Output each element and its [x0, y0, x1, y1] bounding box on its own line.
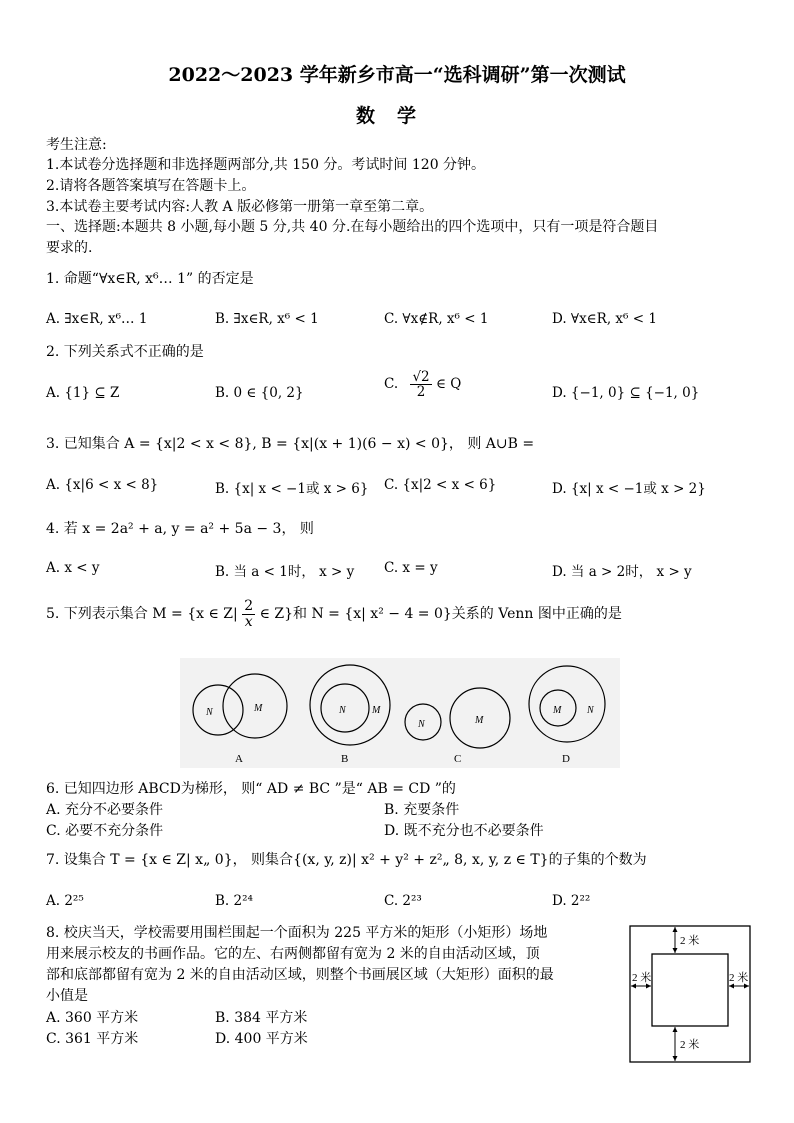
q2-option-c-denominator: 2 — [416, 384, 426, 401]
exam-title: 2022～2023 学年新乡市高一“选科调研”第一次测试 — [168, 64, 626, 86]
q3-option-d: D. {x| x < −1或 x > 2} — [552, 481, 706, 497]
q2-option-c-label: C. — [384, 376, 399, 393]
notice-heading: 考生注意: — [46, 137, 107, 153]
q8-left-label: 2 米 — [632, 972, 652, 984]
notice-item-3: 3.本试卷主要考试内容:人教 A 版必修第一册第一章至第二章。 — [46, 199, 434, 215]
venn-b-label-n: N — [339, 705, 346, 716]
notice-item-1: 1.本试卷分选择题和非选择题两部分,共 150 分。考试时间 120 分钟。 — [46, 157, 486, 173]
q8-rectangle-figure — [628, 924, 752, 1064]
section-instructions-line1: 一、选择题:本题共 8 小题,每小题 5 分,共 40 分.在每小题给出的四个选项中，只有一项是符合题目 — [46, 219, 659, 235]
venn-d-label-n: N — [587, 705, 594, 716]
q5-stem-fraction — [242, 599, 255, 629]
q2-option-d: D. {−1, 0} ⊆ {−1, 0} — [552, 385, 700, 401]
q8-option-a: A. 360 平方米 — [46, 1010, 139, 1026]
q6-option-c: C. 必要不充分条件 — [46, 823, 164, 839]
q2-option-c-tail: ∈ Q — [435, 376, 462, 393]
q1-option-c: C. ∀x∉R, x⁶ < 1 — [384, 311, 489, 327]
venn-d-caption: D — [562, 753, 570, 765]
q8-option-d: D. 400 平方米 — [215, 1031, 308, 1047]
q5-stem-numerator: 2 — [244, 598, 254, 614]
question-4-stem: 4. 若 x = 2a² + a, y = a² + 5a − 3， 则 — [46, 521, 314, 537]
q4-option-b: B. 当 a < 1时， x > y — [215, 564, 355, 580]
q7-option-b: B. 2²⁴ — [215, 893, 253, 909]
q7-option-a: A. 2²⁵ — [46, 893, 84, 909]
q5-stem-pre: 5. 下列表示集合 M = {x ∈ Z| — [46, 606, 238, 623]
venn-a-label-m: M — [254, 703, 263, 714]
question-2-stem: 2. 下列关系式不正确的是 — [46, 344, 204, 360]
q6-option-d: D. 既不充分也不必要条件 — [384, 823, 544, 839]
question-5-stem — [46, 599, 622, 629]
section-instructions-line2: 要求的. — [46, 240, 93, 256]
venn-c-label-m: M — [475, 715, 484, 726]
question-7-stem: 7. 设集合 T = {x ∈ Z| x„ 0}， 则集合{(x, y, z)| x² + y² + z²„ 8, x, y, z ∈ T}的子集的个数为 — [46, 852, 647, 868]
question-1-stem: 1. 命题“∀x∈R, x⁶… 1” 的否定是 — [46, 271, 254, 287]
q3-option-a: A. {x|6 < x < 8} — [46, 477, 159, 493]
q3-option-b: B. {x| x < −1或 x > 6} — [215, 481, 369, 497]
q4-option-d: D. 当 a > 2时， x > y — [552, 564, 692, 580]
venn-b-caption: B — [341, 753, 349, 765]
q8-bottom-label: 2 米 — [680, 1039, 700, 1051]
q8-stem-line-4: 小值是 — [46, 988, 88, 1004]
q1-option-b: B. ∃x∈R, x⁶ < 1 — [215, 311, 319, 327]
q1-option-a: A. ∃x∈R, x⁶… 1 — [46, 311, 148, 327]
q8-stem-line-2: 用来展示校友的书画作品。它的左、右两侧都留有宽为 2 米的自由活动区域，顶 — [46, 946, 540, 962]
q8-right-label: 2 米 — [729, 972, 749, 984]
notice-item-2: 2.请将各题答案填写在答题卡上。 — [46, 178, 256, 194]
subject-title: 数学 — [355, 105, 438, 127]
venn-a-caption: A — [235, 753, 243, 765]
q2-option-a: A. {1} ⊆ Z — [46, 385, 120, 401]
venn-c-caption: C — [454, 753, 462, 765]
question-8-stem — [46, 923, 621, 1007]
venn-c-label-n: N — [418, 719, 425, 730]
q1-option-d: D. ∀x∈R, x⁶ < 1 — [552, 311, 657, 327]
q8-inner-rectangle — [652, 954, 728, 1026]
q2-option-c-fraction — [410, 370, 431, 399]
venn-a-label-n: N — [206, 707, 213, 718]
q5-stem-denominator: x — [244, 613, 253, 630]
q3-option-c: C. {x|2 < x < 6} — [384, 477, 497, 493]
q4-option-c: C. x = y — [384, 560, 438, 576]
q8-stem-line-3: 部和底部都留有宽为 2 米的自由活动区域，则整个书画展区域（大矩形）面积的最 — [46, 967, 554, 983]
question-3-stem: 3. 已知集合 A = {x|2 < x < 8}, B = {x|(x + 1)(6 − x) < 0}， 则 A∪B = — [46, 436, 535, 452]
q8-top-label: 2 米 — [680, 935, 700, 947]
q5-stem-post: ∈ Z}和 N = {x| x² − 4 = 0}关系的 Venn 图中正确的是 — [259, 606, 622, 623]
venn-diagram-figure — [180, 658, 620, 768]
q4-option-a: A. x < y — [46, 560, 100, 576]
q8-stem-line-1: 8. 校庆当天，学校需要用围栏围起一个面积为 225 平方米的矩形（小矩形）场地 — [46, 925, 548, 941]
venn-b-label-m: M — [372, 705, 381, 716]
q2-option-b: B. 0 ∈ {0, 2} — [215, 385, 304, 401]
q6-option-b: B. 充要条件 — [384, 802, 460, 818]
question-6-stem: 6. 已知四边形 ABCD为梯形， 则“ AD ≠ BC ”是“ AB = CD ”的 — [46, 781, 456, 797]
q7-option-c: C. 2²³ — [384, 893, 422, 909]
venn-d-label-m: M — [553, 705, 562, 716]
q8-option-b: B. 384 平方米 — [215, 1010, 308, 1026]
q7-option-d: D. 2²² — [552, 893, 591, 909]
q6-option-a: A. 充分不必要条件 — [46, 802, 164, 818]
q2-option-c-numerator: √2 — [412, 369, 430, 385]
q2-option-c — [384, 370, 461, 399]
q8-option-c: C. 361 平方米 — [46, 1031, 139, 1047]
